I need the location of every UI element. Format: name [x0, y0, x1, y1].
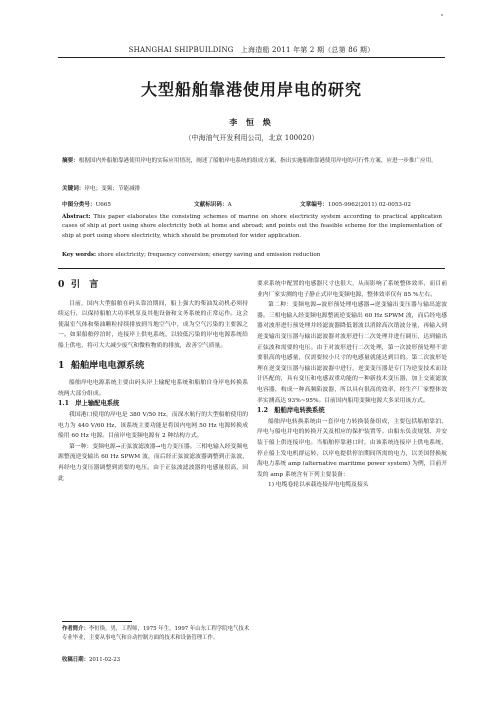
author-bio-footnote — [62, 625, 252, 643]
keywords-cn-label: 关键词： — [62, 186, 85, 192]
section-1-1-paragraph-1: 我国港口使用的岸电是 380 V/50 Hz，而深水航行的大型船舶使用的电力为 440 V/60 Hz，该系统主要功能是将国内电网 50 Hz 电源转换成船用 60 Hz 电源。目前岸电变频电源有 2 种结构方式。 — [58, 411, 248, 440]
footnote-rule — [62, 621, 132, 622]
abstract-en-label: Abstract: — [62, 214, 91, 220]
affiliation: （中海油气开发利用公司，北京 100020） — [184, 134, 319, 142]
section-0-number: 0 — [58, 279, 65, 290]
abstract-cn-label: 摘要： — [62, 158, 79, 164]
keywords-en — [62, 251, 442, 260]
section-1-heading — [58, 361, 248, 372]
section-0-title: 引 言 — [70, 279, 99, 290]
abstract-en-text: This paper elaborates the consisting schemes of marine on shore electricity system according to practical application cases of ship at port using shore electricity both at home and abroad; and points out the feasible scheme for the implementation of ship at port using shore electricity, which should be promoted for wider application. — [62, 214, 442, 239]
keywords-en-text: shore electricity; frequency conversion; energy saving and emission reduction — [97, 252, 321, 258]
right-paragraph-2: 第二种：变频电源→波形预处理电感器→逆变输出变压器与输出滤波器。三相电输入经变频电源整流逆变输出 60 Hz SPWM 波，而后经电感器对波形进行预处理并经滤波器降低谐波以消除高次谐波分量，再输入到逆变输出变压器与输出滤波器对波形进行二次处理并进行调压，达到输出正弦波和需要的电压。由于对波形进行二次处理，第一次波形预处理不需要很高的电感量，仅需要较小尺寸的电感量就能达到目的。第二次波形处理在逆变变压器与输出滤波器中进行，逆变变压器是专门为逆变技术而设计匹配的，具有变压和电感双重功能的一种新技术变压器，加上交流滤波电容器，构成一种高频陷波器，所以具有很高的效率，经生产厂家整体效率实测高达 93%~95%。目前国内船用变频电源大多采用该方式。 — [257, 302, 447, 404]
running-head: SHANGHAI SHIPBUILDING 上海造船 2011 年第 2 期（总第 86 期） — [128, 46, 375, 54]
received-date-label: 收稿日期： — [62, 657, 89, 663]
right-column — [257, 279, 447, 491]
right-paragraph-4: 1) 电缆卷轮以承载连接岸电电缆及接头 — [268, 482, 369, 489]
abstract-en — [62, 213, 442, 241]
section-1-2-heading: 1.2 船舶岸电转换系统 — [257, 407, 325, 415]
abstract-rule — [58, 268, 445, 269]
clc-label: 中图分类号： — [62, 202, 96, 208]
keywords-cn — [62, 185, 442, 194]
header-rule — [58, 57, 445, 58]
author-bio-label: 作者简介： — [62, 626, 89, 632]
left-column — [58, 280, 248, 484]
section-1-paragraph: 船舶岸电电源系统主要由码头岸上输配电系统和船舶自身岸电转换系统两大部分组成。 — [58, 380, 248, 397]
article-id-value: 1005-9962(2011) 02-0053-02 — [327, 202, 411, 208]
author-name: 李 恒 焕 — [229, 117, 274, 127]
clc-value: U665 — [95, 202, 111, 208]
section-1-title: 船舶岸电电源系统 — [70, 359, 145, 371]
section-1-number: 1 — [58, 359, 65, 371]
abstract-cn — [62, 157, 442, 166]
right-paragraph-3: 船舶岸电转换系统由一套岸电力转换装备组成，主要包括船舶靠泊、岸电与船电并电的转换开关及相应的保护装置等。由船东负责规划、并安装于船上供连接岸电。当船舶停靠港口时，由该系统连接岸上供电系统，停止船上发电机群运转，以岸电提供停泊期间所需的电力，以美国替换航海电力系统 amp (alternative maritime power system) 为例，目前开发的 amp 系统含有下列主要装备： — [257, 418, 447, 478]
abstract-cn-text: 根据国内外船舶靠港使用岸电的实际应用情况，阐述了船舶岸电系统的组成方案，指出实施船舶靠港使用岸电的可行性方案，应进一步推广应用。 — [78, 158, 437, 164]
classification-line — [62, 200, 442, 208]
intro-paragraph: 目前，国内大型船舶在码头靠泊期间，船上强大的柴油发动机必须持续运行，以保持船舶大功率机泵及其他设备和文务系统的正常运作。这会使温室气体和柴油颗粒持续排放到当地空气中，成为空气污染的主要源之一。如果船舶停泊时，连接岸上供电系统，以较低污染的岸电电源系统给船上供电，将可大大减少废气和微粒物质的排放，改善空气质量。 — [58, 300, 248, 349]
page-speck — [441, 14, 443, 16]
section-1-1-paragraph-2: 第一种：变频电源→正弦波滤波器→电力变压器。三相电输入经变频电源整流逆变输出 60 Hz SPWM 波，而后经正弦波滤波器调整到正弦波，再经电力变压器调整到需要的电压。由于正弦波滤波器的电感量很高，因此 — [58, 443, 248, 482]
received-date-footnote — [62, 656, 252, 665]
section-0-heading — [58, 280, 248, 291]
received-date-value: 2011-02-23 — [88, 657, 121, 663]
author-bio-text: 李恒焕，男，工程师，1975 年生，1997 年山东工程学院电气技术专业毕业，主要从事电气和自动控制方面的技术和设备管理工作。 — [62, 626, 250, 641]
section-1-1-heading: 1.1 岸上输配电系统 — [58, 400, 120, 408]
article-id-label: 文章编号： — [300, 202, 328, 208]
right-paragraph-1: 要求系统中配置的电感器尺寸也很大，从而影响了系统整体效率，而目前业内厂家实测的电子静止式岸电变频电源，整体效率仅有 85 %左右。 — [257, 281, 447, 298]
keywords-cn-text: 岸电；变频；节能减排 — [84, 186, 141, 192]
keywords-en-label: Key words: — [62, 252, 97, 258]
paper-title: 大型船舶靠港使用岸电的研究 — [140, 80, 362, 99]
doc-code-value: A — [227, 202, 232, 208]
doc-code-label: 文献标识码： — [194, 202, 228, 208]
